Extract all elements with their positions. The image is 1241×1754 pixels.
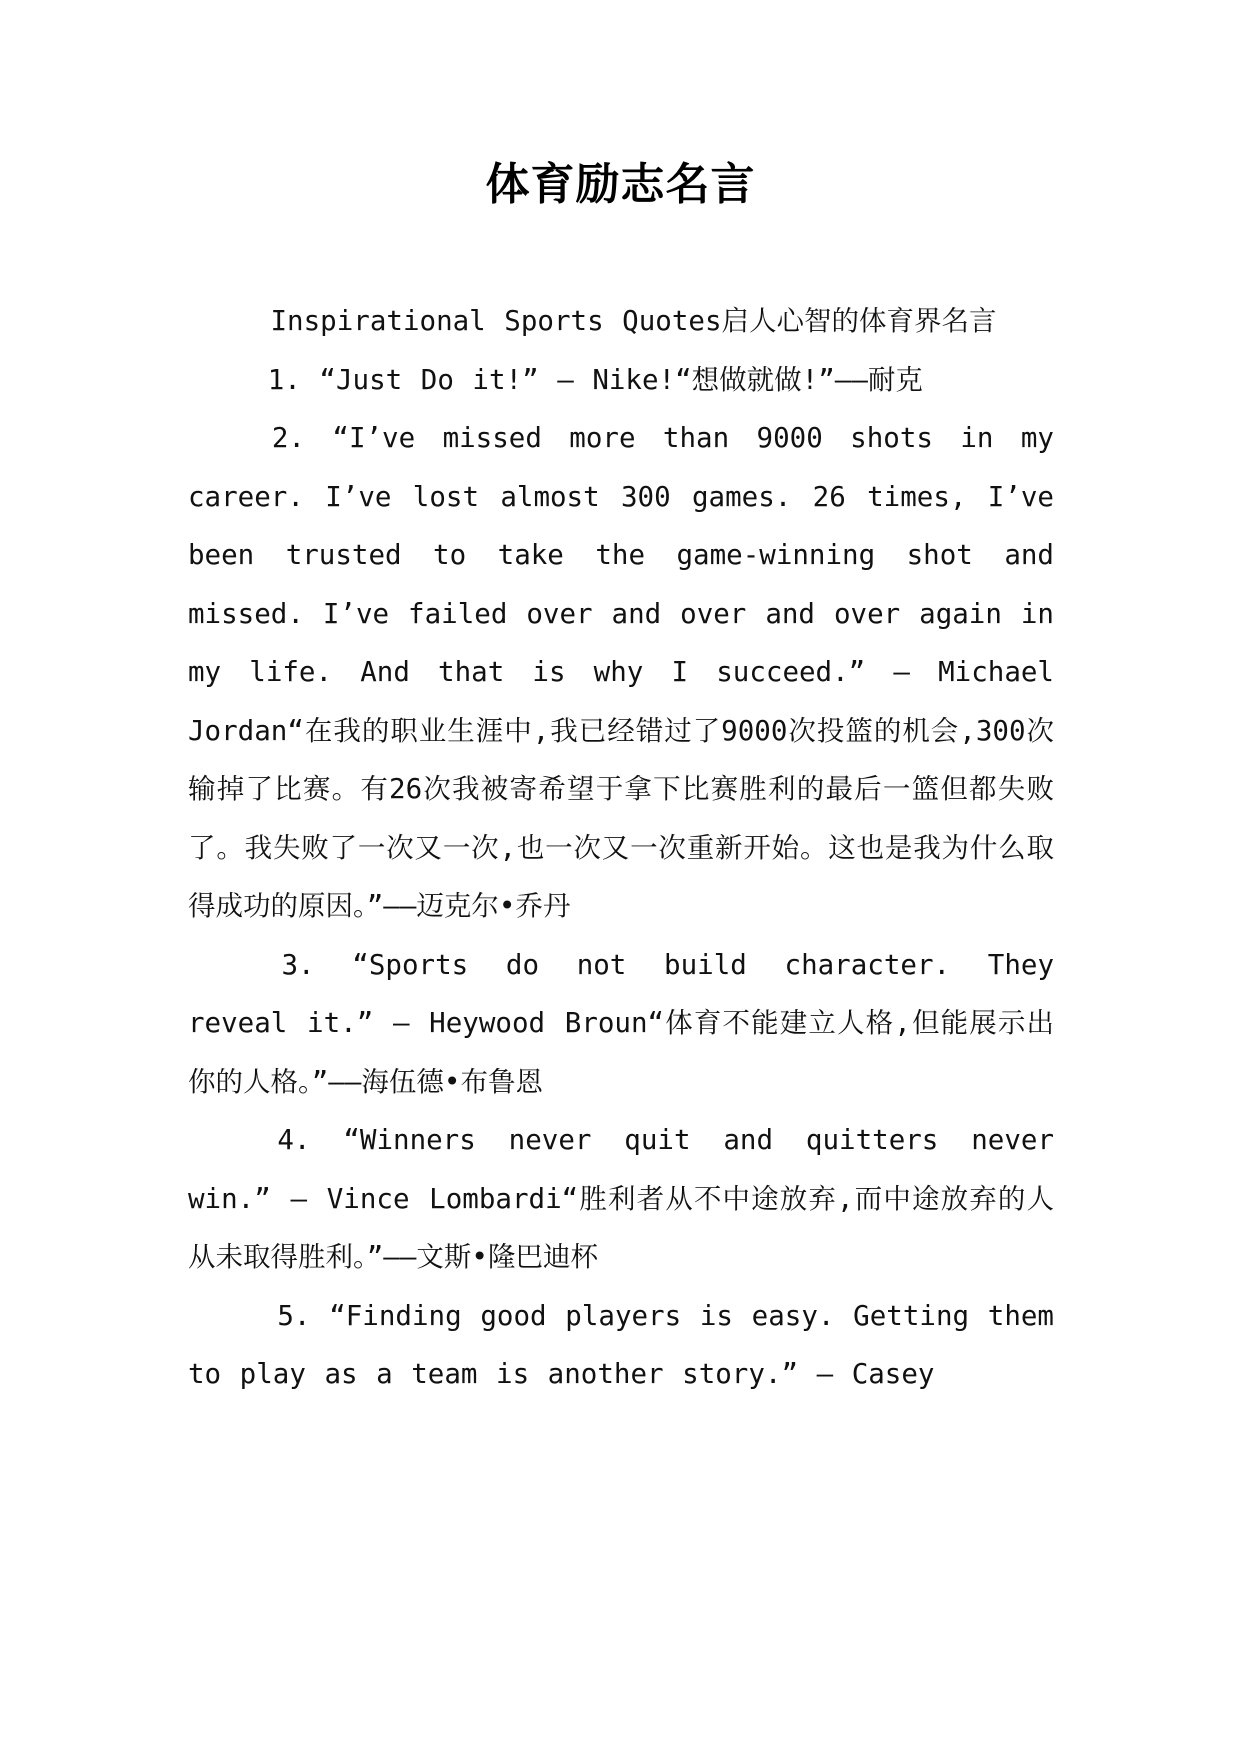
- document-title: 体育励志名言: [485, 159, 756, 210]
- quote-paragraph-4: 4. “Winners never quit and quitters never win.” – Vince Lombardi“胜利者从不中途放弃,而中途放弃的人从未取得胜利。”——文斯•隆巴迪杯: [188, 1124, 1054, 1273]
- quote-paragraph-2: 2. “I’ve missed more than 9000 shots in my career. I’ve lost almost 300 games. 26 times, I’ve been trusted to take the game-winning shot and missed. I’ve failed over and over and over again in my life. And that is why I succeed.” – Michael Jordan“在我的职业生涯中,我已经错过了9000次投篮的机会,300次输掉了比赛。有26次我被寄希望于拿下比赛胜利的最后一篮但都失败了。我失败了一次又一次,也一次又一次重新开始。这也是我为什么取得成功的原因。”——迈克尔•乔丹: [188, 422, 1054, 922]
- quote-paragraph-1: 1. “Just Do it!” – Nike!“想做就做!”——耐克: [267, 363, 923, 396]
- quote-paragraph-3: 3. “Sports do not build character. They reveal it.” – Heywood Broun“体育不能建立人格,但能展示出你的人格。”——海伍德•布鲁恩: [188, 948, 1054, 1098]
- quote-paragraph-5: 5. “Finding good players is easy. Getting them to play as a team is another story.” – Casey: [188, 1299, 1054, 1390]
- intro-paragraph: Inspirational Sports Quotes启人心智的体育界名言: [270, 305, 997, 337]
- document-body: [188, 292, 1054, 1404]
